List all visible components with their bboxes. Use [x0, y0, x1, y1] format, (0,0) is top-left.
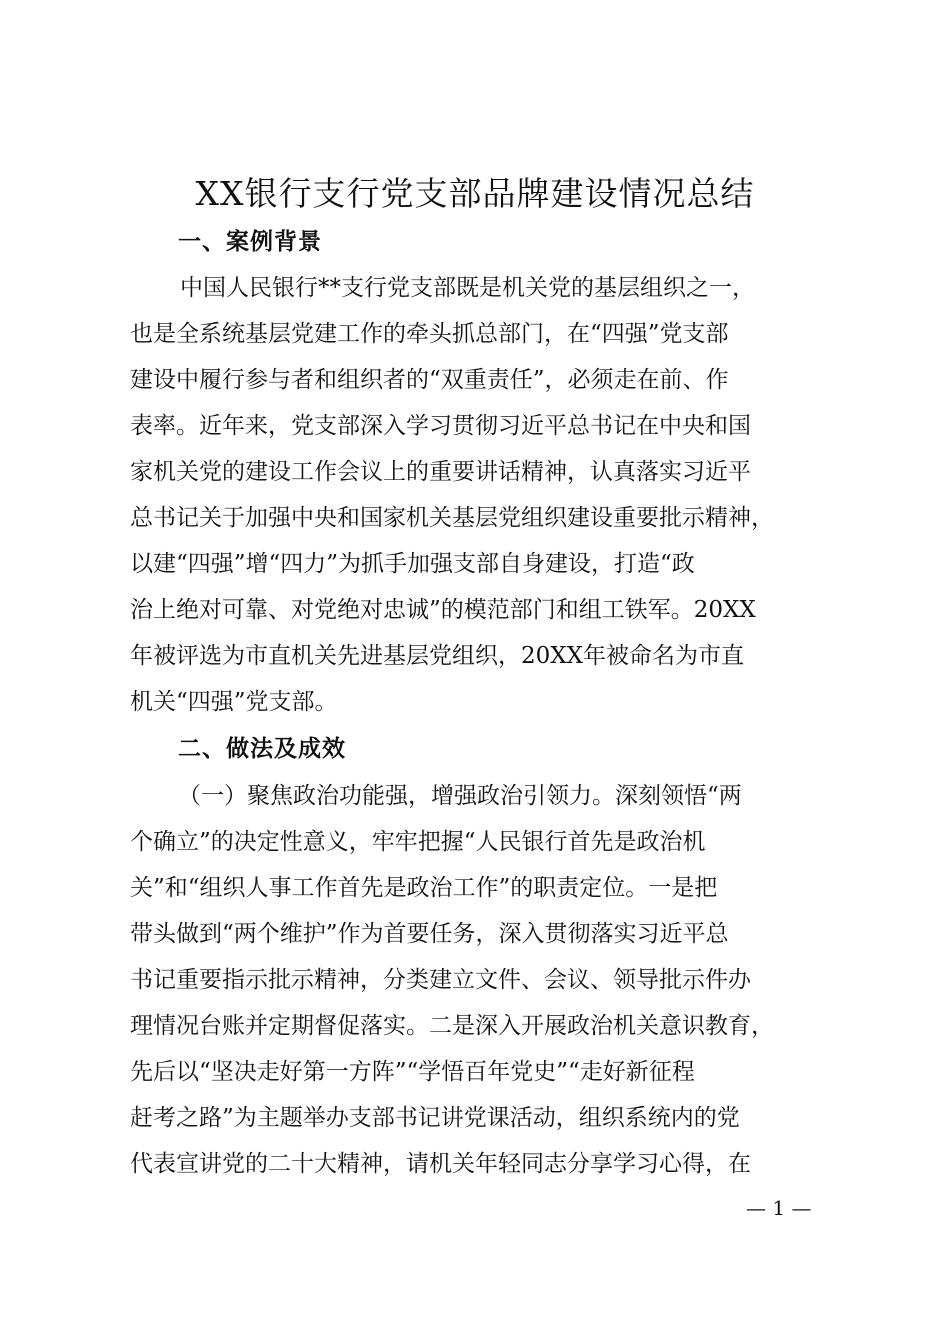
paragraph-line: （一）聚焦政治功能强，增强政治引领力。深刻领悟“两 — [178, 783, 742, 809]
paragraph-line: 总书记关于加强中央和国家机关基层党组织建设重要批示精神， — [130, 505, 774, 531]
paragraph-line: 中国人民银行**支行党支部既是机关党的基层组织之一， — [180, 275, 755, 301]
paragraph-line: 也是全系统基层党建工作的牵头抓总部门，在“四强”党支部 — [130, 321, 729, 347]
paragraph-line: 年被评选为市直机关先进基层党组织，20XX年被命名为市直 — [130, 643, 745, 669]
paragraph-line: 赶考之路”为主题举办支部书记讲党课活动，组织系统内的党 — [130, 1105, 740, 1131]
paragraph-line: 建设中履行参与者和组织者的“双重责任”，必须走在前、作 — [130, 367, 729, 393]
paragraph-line: 治上绝对可靠、对党绝对忠诚”的模范部门和组工铁军。20XX — [130, 597, 756, 623]
document-title: XX银行支行党支部品牌建设情况总结 — [195, 174, 755, 213]
paragraph-line: 机关“四强”党支部。 — [130, 689, 338, 715]
paragraph-line: 先后以“坚决走好第一方阵”“学悟百年党史”“走好新征程 — [130, 1059, 695, 1085]
paragraph-line: 书记重要指示批示精神，分类建立文件、会议、领导批示件办 — [130, 967, 751, 993]
section-heading-background: 一、案例背景 — [178, 229, 322, 255]
paragraph-line: 表率。近年来，党支部深入学习贯彻习近平总书记在中央和国 — [130, 413, 751, 439]
paragraph-line: 理情况台账并定期督促落实。二是深入开展政治机关意识教育， — [130, 1013, 774, 1039]
section-heading-practice: 二、做法及成效 — [178, 736, 346, 762]
paragraph-line: 关”和“组织人事工作首先是政治工作”的职责定位。一是把 — [130, 875, 718, 901]
paragraph-line: 带头做到“两个维护”作为首要任务，深入贯彻落实习近平总 — [130, 921, 729, 947]
paragraph-line: 个确立”的决定性意义，牢牢把握“人民银行首先是政治机 — [130, 829, 706, 855]
paragraph-line: 代表宣讲党的二十大精神，请机关年轻同志分享学习心得，在 — [130, 1151, 751, 1177]
paragraph-line: 家机关党的建设工作会议上的重要讲话精神，认真落实习近平 — [130, 459, 751, 485]
paragraph-line: 以建“四强”增“四力”为抓手加强支部自身建设，打造“政 — [130, 551, 695, 577]
page-number: — 1 — — [746, 1196, 812, 1220]
